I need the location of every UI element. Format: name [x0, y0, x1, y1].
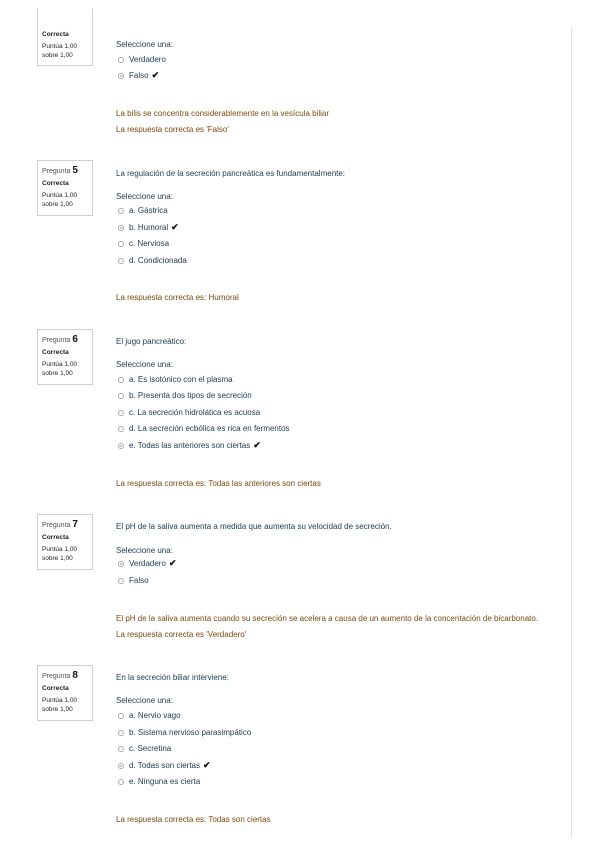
question-grade: Puntúa 1,00 sobre 1,00 — [42, 697, 78, 713]
question-number: Pregunta 6 — [42, 334, 78, 345]
general-feedback: El pH de la saliva aumenta cuando su secreción se acelera a causa de un aumento de la concentación de bicarbonato. — [116, 614, 539, 623]
radio-icon[interactable] — [118, 779, 124, 785]
answer-option[interactable]: c. Nerviosa — [118, 238, 169, 249]
radio-icon[interactable] — [118, 578, 124, 584]
question-state: Correcta — [42, 180, 69, 187]
question-info-box — [37, 160, 93, 216]
answer-option[interactable]: Falso — [118, 575, 149, 586]
right-answer: La respuesta correcta es: Todas son ciertas — [116, 815, 271, 824]
answer-option[interactable]: e. Ninguna es cierta — [118, 776, 200, 787]
radio-icon[interactable] — [118, 426, 124, 432]
question-grade: Puntúa 1,00 sobre 1,00 — [42, 546, 78, 562]
answer-option[interactable]: e. Todas las anteriores son ciertas ✔ — [118, 440, 261, 451]
divider — [571, 28, 572, 838]
answer-option[interactable]: b. Sistema nervioso parasimpático — [118, 727, 251, 738]
radio-icon[interactable] — [118, 57, 124, 63]
answer-option[interactable]: d. La secreción ecbólica es rica en fermentos — [118, 423, 290, 434]
radio-icon[interactable] — [118, 713, 124, 719]
question-text: La regulación de la secreción pancreática es fundamentalmente: — [116, 169, 346, 178]
answer-option[interactable]: d. Todas son ciertas ✔ — [118, 760, 211, 771]
question-grade: Puntúa 1,00 sobre 1,00 — [42, 43, 78, 59]
question-number: Pregunta 8 — [42, 670, 78, 681]
radio-icon[interactable] — [118, 73, 124, 79]
general-feedback: La bilis se concentra considerablemente en la vesícula biliar — [116, 109, 330, 118]
radio-icon[interactable] — [118, 258, 124, 264]
right-answer: La respuesta correcta es 'Falso' — [116, 125, 229, 134]
select-prompt: Seleccione una: — [116, 40, 173, 49]
check-icon: ✔ — [171, 222, 179, 232]
radio-icon[interactable] — [118, 393, 124, 399]
check-icon: ✔ — [168, 558, 177, 568]
answer-option[interactable]: Falso ✔ — [118, 70, 159, 81]
select-prompt: Seleccione una: — [116, 192, 173, 201]
radio-icon[interactable] — [118, 443, 124, 449]
radio-icon[interactable] — [118, 377, 124, 383]
question-info-box — [37, 329, 93, 385]
answer-option[interactable]: a. Nervio vago — [118, 710, 181, 721]
question-state: Correcta — [42, 31, 69, 38]
check-icon: ✔ — [151, 70, 160, 80]
question-grade: Puntúa 1,00 sobre 1,00 — [42, 192, 78, 208]
right-answer: La respuesta correcta es 'Verdadero' — [116, 630, 247, 639]
radio-icon[interactable] — [118, 561, 124, 567]
answer-option[interactable]: b. Presenta dos tipos de secreción — [118, 390, 252, 401]
answer-option[interactable]: Verdadero ✔ — [118, 558, 176, 569]
radio-icon[interactable] — [118, 225, 124, 231]
check-icon: ✔ — [203, 760, 211, 770]
answer-option[interactable]: d. Condicionada — [118, 255, 187, 266]
question-info-box — [37, 665, 93, 721]
question-state: Correcta — [42, 534, 69, 541]
select-prompt: Seleccione una: — [116, 360, 173, 369]
answer-option[interactable]: Verdadero — [118, 54, 166, 65]
question-number: Pregunta 7 — [42, 519, 78, 530]
question-number: Pregunta 5 — [42, 165, 78, 176]
question-info-box — [37, 514, 93, 570]
radio-icon[interactable] — [118, 763, 124, 769]
question-text: En la secreción biliar interviene: — [116, 673, 229, 682]
answer-option[interactable]: a. Gástrica — [118, 205, 168, 216]
question-text: El jugo pancreático: — [116, 337, 187, 346]
check-icon: ✔ — [253, 440, 261, 450]
answer-option[interactable]: b. Humoral ✔ — [118, 222, 179, 233]
right-answer: La respuesta correcta es: Humoral — [116, 293, 239, 302]
question-state: Correcta — [42, 685, 69, 692]
select-prompt: Seleccione una: — [116, 546, 173, 555]
answer-option[interactable]: c. Secretina — [118, 743, 171, 754]
question-state: Correcta — [42, 349, 69, 356]
answer-option[interactable]: c. La secreción hidrolática es acuosa — [118, 407, 260, 418]
select-prompt: Seleccione una: — [116, 696, 173, 705]
question-text: El pH de la saliva aumenta a medida que aumenta su velocidad de secreción. — [116, 522, 392, 531]
radio-icon[interactable] — [118, 208, 124, 214]
answer-option[interactable]: a. Es isotónico con el plasma — [118, 374, 233, 385]
radio-icon[interactable] — [118, 746, 124, 752]
question-grade: Puntúa 1,00 sobre 1,00 — [42, 361, 78, 377]
right-answer: La respuesta correcta es: Todas las anteriores son ciertas — [116, 479, 321, 488]
radio-icon[interactable] — [118, 730, 124, 736]
question-info-box — [37, 8, 93, 66]
radio-icon[interactable] — [118, 241, 124, 247]
radio-icon[interactable] — [118, 410, 124, 416]
